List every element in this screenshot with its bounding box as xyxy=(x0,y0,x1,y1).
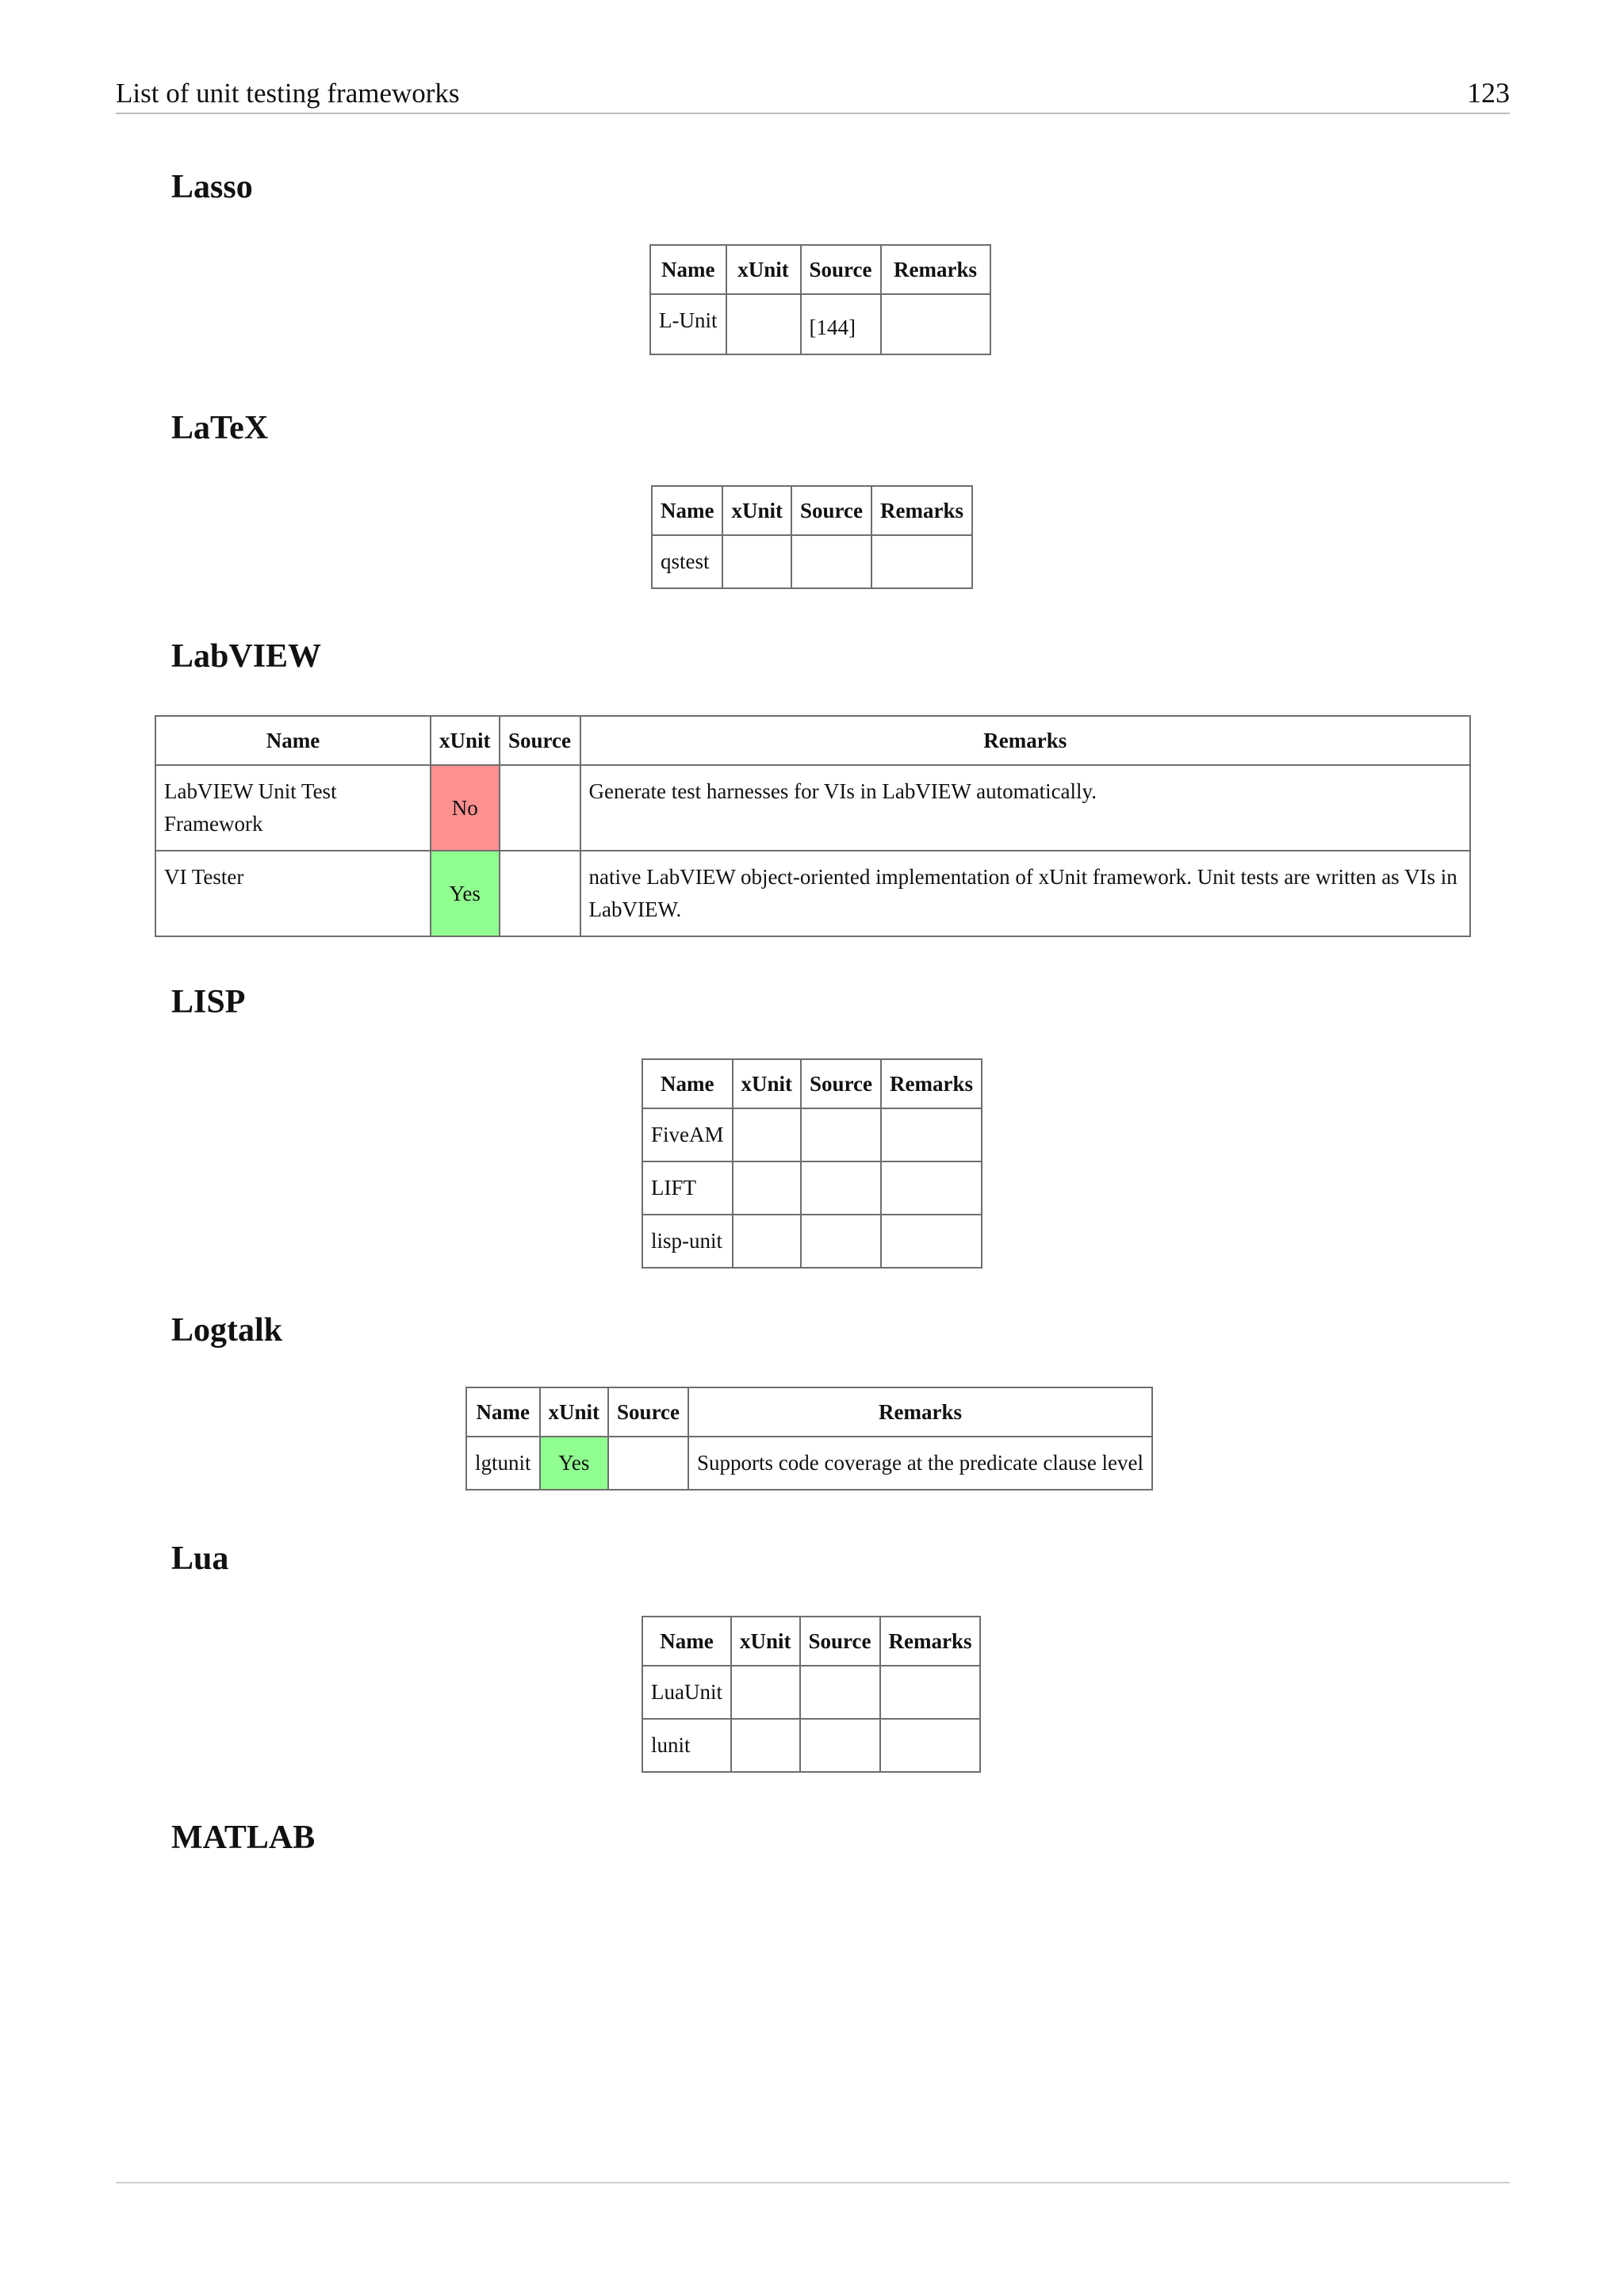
cell-remarks: Supports code coverage at the predicate clause level xyxy=(688,1437,1152,1490)
cell-name: qstest xyxy=(652,535,722,588)
table-row xyxy=(155,765,1470,851)
col-header-remarks: Remarks xyxy=(880,1617,981,1666)
table-lisp xyxy=(642,1058,982,1269)
cell-name: VI Tester xyxy=(155,851,431,936)
table-lasso xyxy=(649,244,991,355)
cell-xunit xyxy=(733,1108,802,1161)
section-heading-matlab: MATLAB xyxy=(171,1820,316,1856)
col-header-name: Name xyxy=(466,1387,540,1437)
col-header-name: Name xyxy=(642,1059,733,1108)
cell-xunit xyxy=(722,535,791,588)
cell-name: L-Unit xyxy=(650,294,726,354)
cell-remarks xyxy=(881,294,990,354)
table-row xyxy=(466,1437,1152,1490)
cell-remarks: Generate test harnesses for VIs in LabVIEW automatically. xyxy=(580,765,1470,851)
table-row xyxy=(642,1161,982,1215)
col-header-remarks: Remarks xyxy=(881,245,990,294)
cell-xunit-yes: Yes xyxy=(540,1437,609,1490)
col-header-source: Source xyxy=(608,1387,688,1437)
cell-remarks xyxy=(871,535,972,588)
col-header-remarks: Remarks xyxy=(580,716,1470,765)
cell-name: LabVIEW Unit Test Framework xyxy=(155,765,431,851)
cell-remarks xyxy=(881,1161,982,1215)
cell-source xyxy=(801,1161,881,1215)
running-header xyxy=(116,76,1510,114)
cell-xunit xyxy=(731,1719,800,1772)
col-header-remarks: Remarks xyxy=(688,1387,1152,1437)
table-row xyxy=(642,1108,982,1161)
cell-xunit-no: No xyxy=(431,765,500,851)
table-lua xyxy=(642,1616,981,1773)
col-header-name: Name xyxy=(155,716,431,765)
table-row xyxy=(650,294,990,354)
cell-source xyxy=(791,535,871,588)
col-header-xunit: xUnit xyxy=(540,1387,609,1437)
table-row xyxy=(642,1215,982,1268)
col-header-source: Source xyxy=(801,1059,881,1108)
col-header-remarks: Remarks xyxy=(881,1059,982,1108)
cell-source xyxy=(801,1108,881,1161)
cell-name: lgtunit xyxy=(466,1437,540,1490)
col-header-xunit: xUnit xyxy=(733,1059,802,1108)
table-labview xyxy=(155,715,1471,937)
col-header-xunit: xUnit xyxy=(731,1617,800,1666)
table-latex xyxy=(651,485,973,589)
col-header-name: Name xyxy=(642,1617,731,1666)
cell-source xyxy=(800,1666,880,1719)
section-heading-latex: LaTeX xyxy=(171,410,269,446)
cell-source xyxy=(800,1719,880,1772)
cell-name: LIFT xyxy=(642,1161,733,1215)
col-header-source: Source xyxy=(800,1617,880,1666)
col-header-source: Source xyxy=(500,716,580,765)
col-header-remarks: Remarks xyxy=(871,486,972,535)
col-header-source: Source xyxy=(791,486,871,535)
cell-source xyxy=(500,765,580,851)
cell-remarks xyxy=(881,1108,982,1161)
section-heading-lua: Lua xyxy=(171,1540,229,1577)
page-number: 123 xyxy=(1467,77,1510,109)
table-row xyxy=(155,851,1470,936)
cell-source[interactable]: [144] xyxy=(801,294,881,354)
col-header-xunit: xUnit xyxy=(431,716,500,765)
cell-xunit xyxy=(726,294,801,354)
section-heading-labview: LabVIEW xyxy=(171,638,322,675)
cell-name: FiveAM xyxy=(642,1108,733,1161)
section-heading-logtalk: Logtalk xyxy=(171,1312,283,1349)
col-header-xunit: xUnit xyxy=(722,486,791,535)
cell-remarks xyxy=(880,1666,981,1719)
cell-xunit-yes: Yes xyxy=(431,851,500,936)
cell-xunit xyxy=(733,1161,802,1215)
section-heading-lasso: Lasso xyxy=(171,169,253,205)
col-header-name: Name xyxy=(650,245,726,294)
table-logtalk xyxy=(465,1387,1153,1490)
table-row xyxy=(642,1666,980,1719)
cell-source xyxy=(801,1215,881,1268)
col-header-source: Source xyxy=(801,245,881,294)
section-heading-lisp: LISP xyxy=(171,984,246,1020)
cell-remarks xyxy=(881,1215,982,1268)
table-row xyxy=(642,1719,980,1772)
cell-remarks xyxy=(880,1719,981,1772)
col-header-name: Name xyxy=(652,486,722,535)
cell-source xyxy=(608,1437,688,1490)
cell-source xyxy=(500,851,580,936)
cell-remarks: native LabVIEW object-oriented implementation of xUnit framework. Unit tests are written as VIs in LabVIEW. xyxy=(580,851,1470,936)
footer-divider xyxy=(116,2182,1510,2183)
cell-name: lisp-unit xyxy=(642,1215,733,1268)
table-row xyxy=(652,535,972,588)
cell-name: lunit xyxy=(642,1719,731,1772)
col-header-xunit: xUnit xyxy=(726,245,801,294)
cell-name: LuaUnit xyxy=(642,1666,731,1719)
document-title: List of unit testing frameworks xyxy=(116,78,460,109)
cell-xunit xyxy=(733,1215,802,1268)
cell-xunit xyxy=(731,1666,800,1719)
